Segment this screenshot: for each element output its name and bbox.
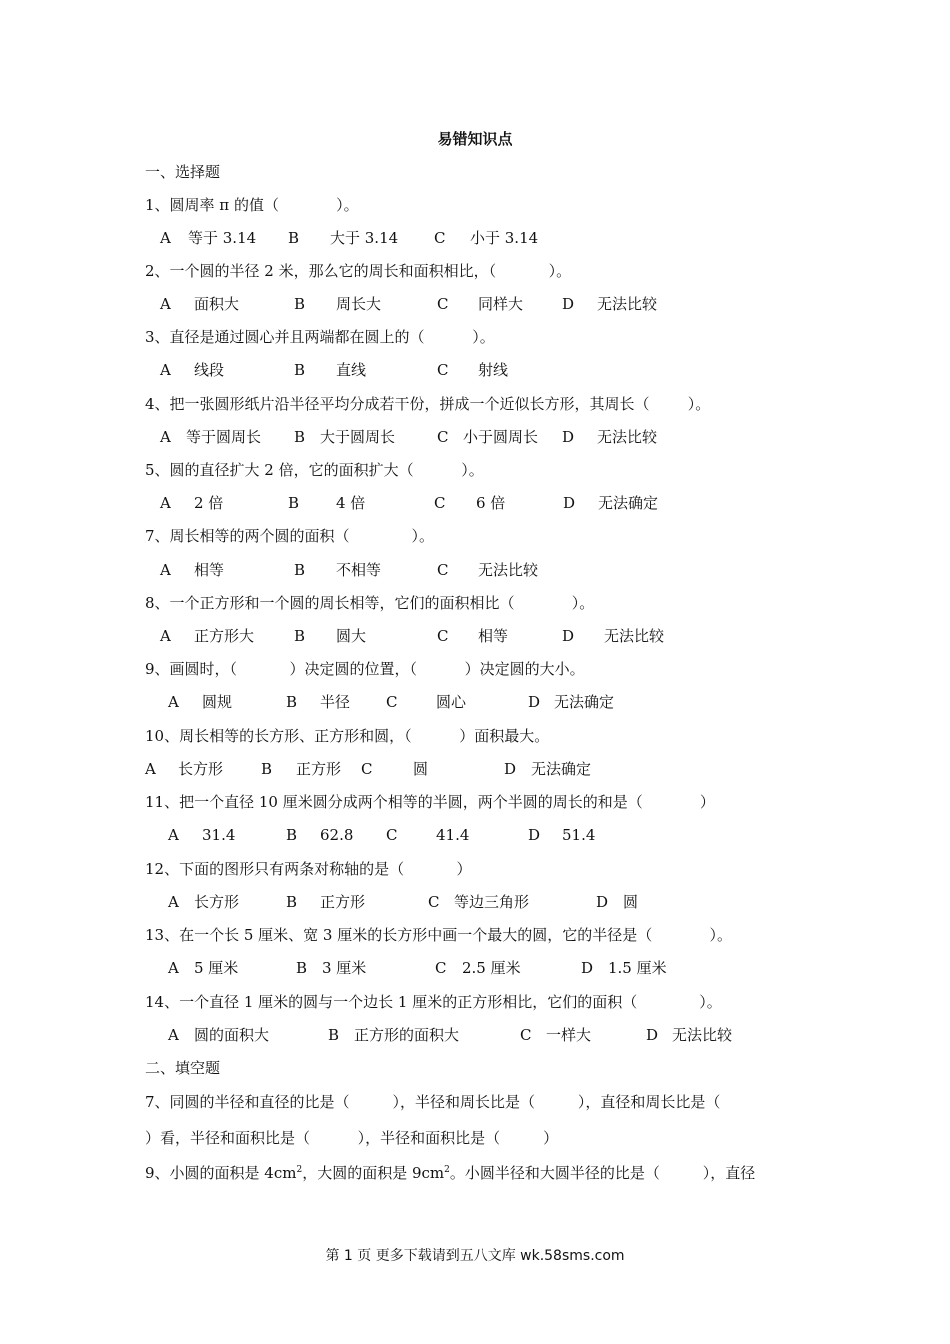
option-label: C (361, 760, 373, 778)
option-label: D (581, 959, 594, 977)
option-label: D (596, 893, 609, 911)
question-13: 13、在一个长 5 厘米、宽 3 厘米的长方形中画一个最大的圆，它的半径是（ ）。 (145, 926, 732, 944)
section-heading-fill: 二、填空题 (145, 1059, 221, 1077)
question-4: 4、把一张圆形纸片沿半径平均分成若干份，拼成一个近似长方形，其周长（ ）。 (145, 395, 711, 413)
option-label: D (528, 826, 541, 844)
option-text: 长方形 (178, 760, 224, 778)
option-text: 51.4 (562, 826, 596, 844)
option-text: 正方形 (320, 893, 366, 911)
option-text: 31.4 (202, 826, 236, 844)
option-text: 正方形 (296, 760, 342, 778)
option-text: 直线 (336, 361, 367, 379)
fill-question-9 (145, 1163, 755, 1183)
option-label: A (160, 561, 171, 579)
option-text: 2 倍 (194, 494, 224, 512)
option-text: 圆 (623, 893, 639, 911)
superscript: 2 (444, 1165, 450, 1175)
question-9: 9、画圆时，（ ）决定圆的位置，（ ）决定圆的大小。 (145, 660, 585, 678)
option-label: A (160, 627, 171, 645)
option-label: A (145, 760, 156, 778)
option-label: A (168, 959, 179, 977)
question-14: 14、一个直径 1 厘米的圆与一个边长 1 厘米的正方形相比，它们的面积（ ）。 (145, 993, 722, 1011)
option-label: D (528, 693, 541, 711)
option-label: C (386, 826, 398, 844)
option-text: 无法比较 (478, 561, 539, 579)
option-label: C (437, 627, 449, 645)
option-text: 等于 3.14 (188, 229, 257, 247)
fill-question-9-text: ，大圆的面积是 9cm (302, 1164, 445, 1182)
option-label: A (160, 494, 171, 512)
option-text: 无法确定 (554, 693, 615, 711)
question-12: 12、下面的图形只有两条对称轴的是（ ） (145, 860, 472, 878)
option-text: 62.8 (320, 826, 354, 844)
option-label: C (434, 229, 446, 247)
question-11: 11、把一个直径 10 厘米圆分成两个相等的半圆，两个半圆的周长的和是（ ） (145, 793, 715, 811)
option-label: D (504, 760, 517, 778)
option-text: 无法比较 (597, 428, 658, 446)
option-label: C (428, 893, 440, 911)
option-text: 正方形的面积大 (354, 1026, 460, 1044)
option-label: D (562, 428, 575, 446)
option-label: B (288, 229, 300, 247)
option-label: B (294, 627, 306, 645)
option-label: A (168, 693, 179, 711)
option-text: 圆的面积大 (194, 1026, 270, 1044)
option-text: 小于 3.14 (470, 229, 539, 247)
option-label: B (286, 693, 298, 711)
option-text: 2.5 厘米 (462, 959, 521, 977)
option-label: B (294, 295, 306, 313)
option-text: 无法比较 (604, 627, 665, 645)
option-label: C (437, 361, 449, 379)
option-text: 长方形 (194, 893, 240, 911)
superscript: 2 (296, 1165, 303, 1175)
option-text: 41.4 (436, 826, 470, 844)
option-label: D (646, 1026, 659, 1044)
option-label: A (160, 361, 171, 379)
option-text: 无法确定 (598, 494, 659, 512)
option-text: 射线 (478, 361, 509, 379)
option-text: 等于圆周长 (186, 428, 262, 446)
option-text: 圆规 (202, 693, 233, 711)
option-label: A (168, 893, 179, 911)
page-title: 易错知识点 (437, 130, 513, 148)
option-text: 不相等 (336, 561, 382, 579)
option-label: B (294, 561, 306, 579)
option-label: B (261, 760, 273, 778)
option-text: 无法比较 (597, 295, 658, 313)
option-text: 大于 3.14 (330, 229, 399, 247)
option-label: C (437, 561, 449, 579)
option-label: A (160, 229, 171, 247)
option-text: 无法确定 (531, 760, 592, 778)
option-label: C (437, 295, 449, 313)
option-label: B (296, 959, 308, 977)
question-8: 8、一个正方形和一个圆的周长相等，它们的面积相比（ ）。 (145, 594, 595, 612)
fill-question-9-text: 。小圆半径和大圆半径的比是（ ），直径 (449, 1164, 756, 1182)
option-label: C (435, 959, 447, 977)
option-text: 小于圆周长 (463, 428, 539, 446)
question-3: 3、直径是通过圆心并且两端都在圆上的（ ）。 (145, 328, 495, 346)
option-text: 半径 (320, 693, 351, 711)
option-label: D (562, 295, 575, 313)
option-text: 相等 (478, 627, 509, 645)
option-label: B (294, 428, 306, 446)
section-heading-choice: 一、选择题 (145, 163, 221, 181)
question-1: 1、圆周率 π 的值（ ）。 (145, 196, 359, 214)
fill-question-9-text: 9、小圆的面积是 4cm (145, 1164, 297, 1182)
option-label: A (160, 428, 171, 446)
option-text: 无法比较 (672, 1026, 733, 1044)
option-text: 等边三角形 (454, 893, 530, 911)
option-label: C (437, 428, 449, 446)
option-label: C (386, 693, 398, 711)
option-label: B (288, 494, 300, 512)
option-text: 同样大 (478, 295, 524, 313)
option-label: A (168, 1026, 179, 1044)
option-label: A (160, 295, 171, 313)
option-text: 相等 (194, 561, 225, 579)
fill-question-7-line-1: 7、同圆的半径和直径的比是（ ），半径和周长比是（ ），直径和周长比是（ (145, 1093, 721, 1111)
question-10: 10、周长相等的长方形、正方形和圆，（ ）面积最大。 (145, 727, 550, 745)
question-5: 5、圆的直径扩大 2 倍，它的面积扩大（ ）。 (145, 461, 484, 479)
option-label: B (294, 361, 306, 379)
option-text: 一样大 (546, 1026, 592, 1044)
question-2: 2、一个圆的半径 2 米，那么它的周长和面积相比，（ ）。 (145, 262, 572, 280)
fill-question-7-line-2: ）看，半径和面积比是（ ），半径和面积比是（ ） (145, 1129, 559, 1147)
option-label: A (168, 826, 179, 844)
question-7: 7、周长相等的两个圆的面积（ ）。 (145, 527, 435, 545)
option-label: B (286, 893, 298, 911)
option-label: D (562, 627, 575, 645)
option-label: D (563, 494, 576, 512)
option-text: 正方形大 (194, 627, 255, 645)
option-label: C (520, 1026, 532, 1044)
option-text: 周长大 (336, 295, 382, 313)
option-text: 4 倍 (336, 494, 366, 512)
option-text: 6 倍 (476, 494, 506, 512)
option-text: 大于圆周长 (320, 428, 396, 446)
option-text: 3 厘米 (322, 959, 367, 977)
option-text: 1.5 厘米 (608, 959, 667, 977)
option-text: 5 厘米 (194, 959, 239, 977)
option-text: 圆大 (336, 627, 367, 645)
option-label: B (328, 1026, 340, 1044)
option-text: 面积大 (194, 295, 240, 313)
option-text: 圆心 (436, 693, 467, 711)
option-label: B (286, 826, 298, 844)
option-text: 圆 (413, 760, 429, 778)
option-label: C (434, 494, 446, 512)
page-footer: 第 1 页 更多下载请到五八文库 wk.58sms.com (325, 1248, 625, 1264)
option-text: 线段 (194, 361, 225, 379)
